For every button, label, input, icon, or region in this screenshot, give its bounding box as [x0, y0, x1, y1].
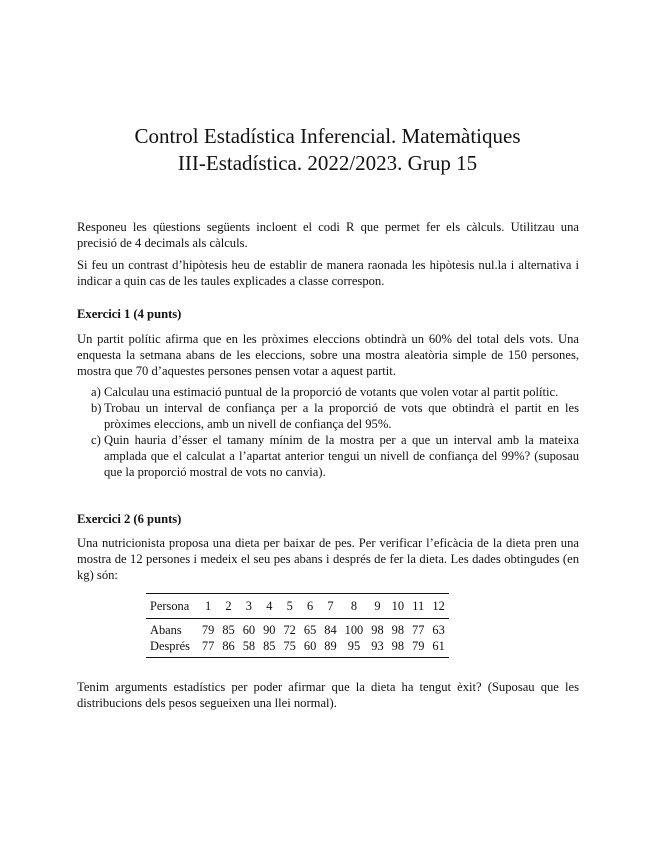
table-cell: 79 — [198, 619, 218, 639]
intro-paragraph-1: Responeu les qüestions següents incloent el codi R que permet fer els càlculs. Utilitzau una precisió de 4 decimals als càlculs. — [77, 220, 579, 250]
table-row — [146, 638, 449, 658]
intro-paragraph-2: Si feu un contrast d’hipòtesis heu de establir de manera raonada les hipòtesis nul.la i alternativa i indicar a quin cas de les taules explicades a classe correspon. — [77, 258, 579, 288]
exercise-1-heading: Exercici 1 (4 punts) — [77, 307, 182, 321]
exercise-2-heading: Exercici 2 (6 punts) — [77, 512, 182, 526]
table-cell: 10 — [388, 594, 408, 619]
question-item — [77, 400, 579, 432]
table-cell: 100 — [341, 619, 368, 639]
table-cell: 6 — [300, 594, 320, 619]
table-cell: 95 — [341, 638, 368, 658]
table-cell: 79 — [408, 638, 428, 658]
table-cell: 60 — [300, 638, 320, 658]
question-text: Trobau un interval de confiança per a la proporció de vots que obtindrà el partit en les pròximes eleccions, amb un nivell de confiança del 95%. — [104, 401, 579, 431]
weights-table — [146, 593, 449, 658]
document-title — [0, 123, 655, 177]
table-cell: 8 — [341, 594, 368, 619]
table-row — [146, 619, 449, 639]
table-cell: 77 — [408, 619, 428, 639]
table-cell: 98 — [367, 619, 387, 639]
exercise-2-question: Tenim arguments estadístics per poder afirmar que la dieta ha tengut èxit? (Suposau que les distribucions dels pesos segueixen una llei normal). — [77, 680, 579, 710]
question-label: b) — [91, 401, 102, 415]
table-cell: 98 — [388, 619, 408, 639]
table-cell: 84 — [320, 619, 340, 639]
table-cell: 65 — [300, 619, 320, 639]
table-cell: 1 — [198, 594, 218, 619]
question-text: Calculau una estimació puntual de la proporció de votants que volen votar al partit polític. — [104, 385, 559, 399]
table-cell: 4 — [259, 594, 279, 619]
question-label: c) — [91, 433, 101, 447]
row-label: Després — [146, 638, 198, 658]
question-label: a) — [91, 385, 101, 399]
exercise-1-questions — [77, 384, 579, 480]
table-cell: 89 — [320, 638, 340, 658]
table-cell: 93 — [367, 638, 387, 658]
table-cell: 7 — [320, 594, 340, 619]
question-item — [77, 384, 579, 400]
table-cell: 77 — [198, 638, 218, 658]
table-cell: 3 — [239, 594, 259, 619]
table-cell: 58 — [239, 638, 259, 658]
row-label: Abans — [146, 619, 198, 639]
table-cell: 75 — [279, 638, 299, 658]
table-cell: 72 — [279, 619, 299, 639]
question-text: Quin hauria d’ésser el tamany mínim de la mostra per a que un interval amb la mateixa amplada que el calculat a l’apartat anterior tengui un nivell de confiança del 99%? (suposau que la proporció mostral de vots no canvia). — [104, 433, 579, 479]
question-item — [77, 432, 579, 480]
table-cell: 61 — [428, 638, 448, 658]
table-cell: 2 — [218, 594, 238, 619]
table-cell: 60 — [239, 619, 259, 639]
table-cell: 90 — [259, 619, 279, 639]
exercise-1-statement: Un partit polític afirma que en les pròximes eleccions obtindrà un 60% del total dels vots. Una enquesta la setmana abans de les eleccions, sobre una mostra aleatòria simple de 150 persones, mostra que 70 d’aquestes persones pensen votar a aquest partit. — [77, 332, 579, 378]
title-line-2: III-Estadística. 2022/2023. Grup 15 — [177, 151, 478, 175]
title-line-1: Control Estadística Inferencial. Matemàtiques — [134, 124, 521, 148]
table-cell: 86 — [218, 638, 238, 658]
table-header-row — [146, 594, 449, 619]
header-label: Persona — [146, 594, 198, 619]
table-cell: 63 — [428, 619, 448, 639]
table-cell: 11 — [408, 594, 428, 619]
exercise-2-statement: Una nutricionista proposa una dieta per baixar de pes. Per verificar l’eficàcia de la dieta pren una mostra de 12 persones i medeix el seu pes abans i després de fer la dieta. Les dades obtingudes (en kg) són: — [77, 536, 579, 582]
table-cell: 85 — [218, 619, 238, 639]
table-cell: 12 — [428, 594, 448, 619]
table-cell: 9 — [367, 594, 387, 619]
table-cell: 98 — [388, 638, 408, 658]
table-cell: 85 — [259, 638, 279, 658]
table-cell: 5 — [279, 594, 299, 619]
